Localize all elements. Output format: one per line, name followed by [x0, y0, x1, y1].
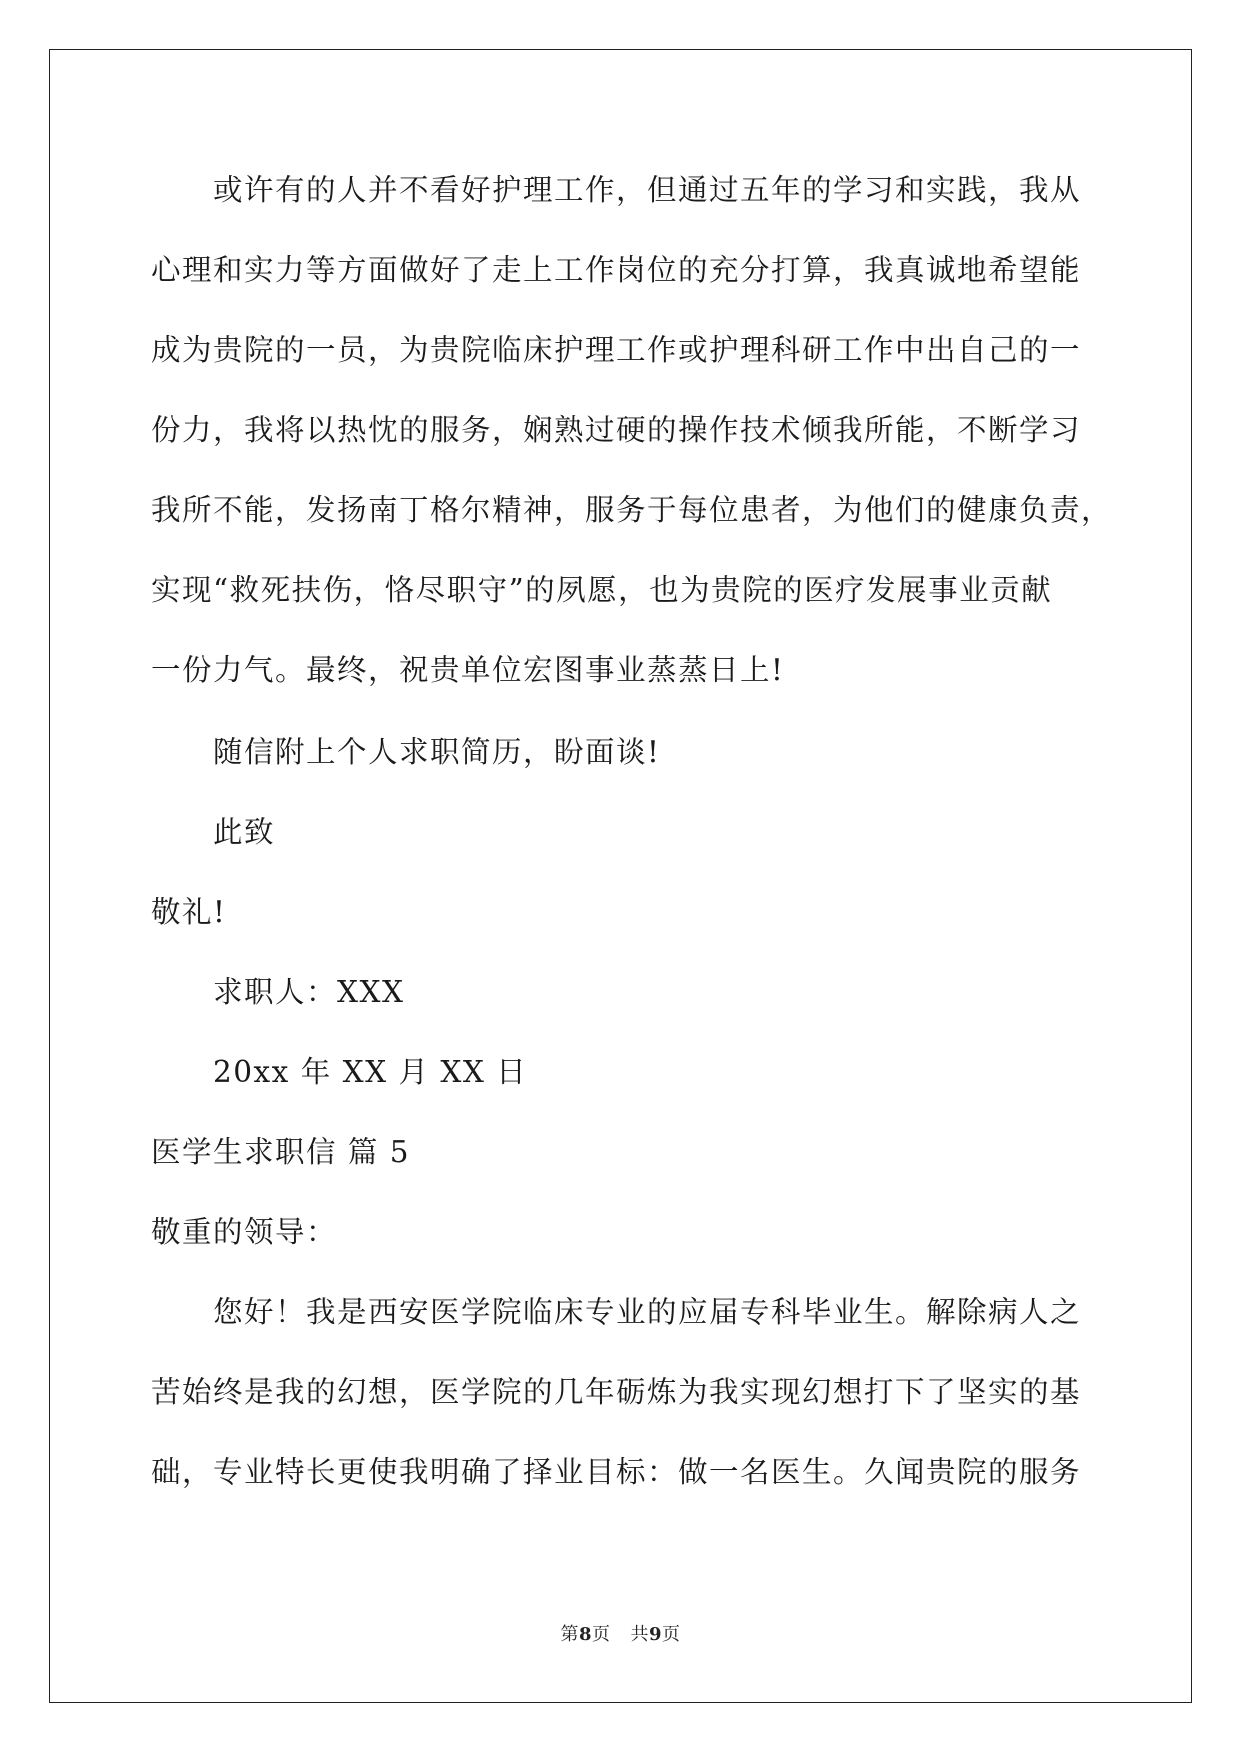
signature: 求职人：XXX [213, 975, 405, 1009]
closing-line: 此致 [213, 815, 276, 849]
footer-current-page: 8 [578, 1624, 592, 1645]
footer-page-word: 页 [592, 1624, 611, 1645]
salutation: 敬重的领导： [151, 1215, 338, 1249]
attachment-note: 随信附上个人求职简历，盼面谈! [213, 735, 661, 769]
paragraph-line: 苦始终是我的幻想，医学院的几年砺炼为我实现幻想打下了坚实的基 [151, 1375, 1082, 1409]
paragraph-line: 成为贵院的一员，为贵院临床护理工作或护理科研工作中出自己的一 [151, 333, 1082, 367]
footer-total-pages: 9 [649, 1624, 663, 1645]
page-footer [0, 1620, 1241, 1646]
paragraph-line: 实现“救死扶伤，恪尽职守”的夙愿，也为贵院的医疗发展事业贡献 [151, 573, 1053, 607]
footer-prefix: 第 [560, 1624, 579, 1645]
date-line: 20xx 年 XX 月 XX 日 [213, 1055, 528, 1089]
paragraph-line: 我所不能，发扬南丁格尔精神，服务于每位患者，为他们的健康负责， [151, 493, 1113, 527]
paragraph-line: 础，专业特长更使我明确了择业目标：做一名医生。久闻贵院的服务 [151, 1455, 1082, 1489]
paragraph-line: 一份力气。最终，祝贵单位宏图事业蒸蒸日上! [151, 653, 785, 687]
paragraph-line: 您好！我是西安医学院临床专业的应届专科毕业生。解除病人之 [213, 1295, 1082, 1329]
paragraph-line: 或许有的人并不看好护理工作，但通过五年的学习和实践，我从 [213, 173, 1082, 207]
footer-total-suffix: 页 [662, 1624, 681, 1645]
section-title: 医学生求职信 篇 5 [151, 1135, 411, 1169]
paragraph-line: 份力，我将以热忱的服务，娴熟过硬的操作技术倾我所能，不断学习 [151, 413, 1082, 447]
closing-regards: 敬礼! [151, 895, 227, 929]
paragraph-line: 心理和实力等方面做好了走上工作岗位的充分打算，我真诚地希望能 [151, 253, 1082, 287]
footer-total-prefix: 共 [630, 1624, 649, 1645]
